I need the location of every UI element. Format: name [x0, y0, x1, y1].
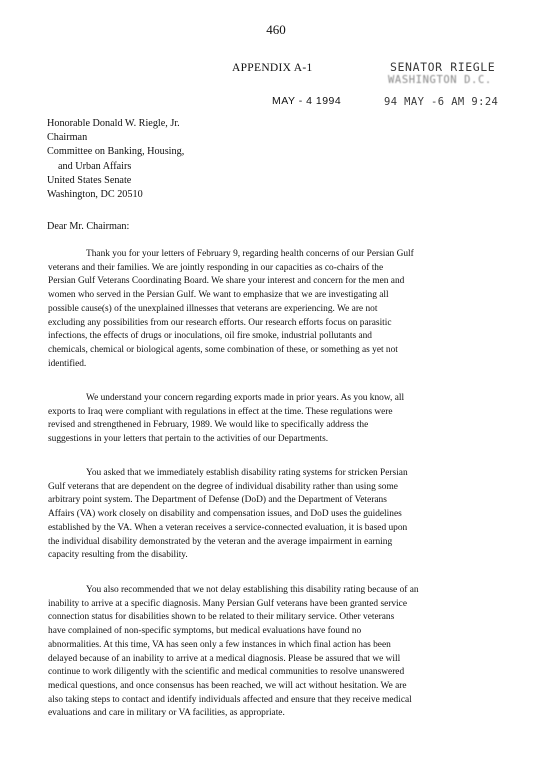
- paragraph-line: the individual disability demonstrated by the veteran and the average impairment in earning: [48, 536, 393, 547]
- paragraph-line: abnormalities. At this time, VA has seen only a few instances in which final action has been: [48, 639, 391, 650]
- paragraph-line: veterans and their families. We are jointly responding in our capacities as co-chairs of the: [48, 262, 384, 273]
- paragraph-line: continue to work diligently with the scientific and medical communities to resolve unanswered: [48, 667, 405, 678]
- recipient-city: Washington, DC 20510: [47, 189, 143, 201]
- stamp-line-2: WASHINGTON D.C.: [388, 74, 492, 86]
- paragraph-line: identified.: [48, 358, 87, 369]
- paragraph-line: exports to Iraq were compliant with regulations in effect at the time. These regulations were: [48, 406, 393, 417]
- received-stamp: [384, 60, 502, 118]
- paragraph-line: Persian Gulf Veterans Coordinating Board. We share your interest and concern for the men and: [48, 276, 405, 287]
- paragraph-line: Thank you for your letters of February 9, regarding health concerns of our Persian Gulf: [86, 249, 414, 259]
- body-paragraph-1: [48, 248, 514, 371]
- paragraph-line: You also recommended that we not delay establishing this disability rating because of an: [86, 585, 419, 595]
- page-number: 460: [266, 22, 286, 37]
- paragraph-line: medical questions, and once consensus has been reached, we will act without hesitation. We are: [48, 680, 407, 691]
- paragraph-line: capacity resulting from the disability.: [48, 550, 188, 561]
- letter-date: MAY - 4 1994: [272, 95, 342, 107]
- paragraph-line: Affairs (VA) work closely on disability and compensation issues, and DoD uses the guidelines: [48, 509, 402, 520]
- salutation: Dear Mr. Chairman:: [47, 221, 130, 232]
- paragraph-line: inability to arrive at a specific diagnosis. Many Persian Gulf veterans have been granted service: [48, 598, 407, 609]
- paragraph-line: suggestions in your letters that pertain to the activities of our Departments.: [48, 434, 329, 445]
- recipient-committee: Committee on Banking, Housing,: [47, 146, 185, 158]
- paragraph-line: also taking steps to contact and identify individuals affected and ensure that they receive medical: [48, 694, 412, 705]
- stamp-line-3: 94 MAY -6 AM 9:24: [384, 96, 499, 108]
- paragraph-line: connection status for disabilities shown to be related to their military service. Other veterans: [48, 612, 395, 623]
- paragraph-line: excluding any possibilities from our research efforts. Our research efforts focus on parasitic: [48, 317, 392, 328]
- paragraph-line: infections, the effects of drugs or inoculations, oil fire smoke, industrial pollutants and: [48, 331, 372, 342]
- paragraph-line: have complained of non-specific symptoms, but medical evaluations have found no: [48, 626, 362, 637]
- paragraph-line: possible cause(s) of the unexplained illnesses that veterans are experiencing. We are not: [48, 303, 378, 314]
- recipient-title: Chairman: [47, 132, 88, 144]
- paragraph-line: evaluations and care in military or VA facilities, as appropriate.: [48, 708, 285, 719]
- paragraph-line: chemicals, chemical or biological agents, some combination of these, or something as yet not: [48, 344, 398, 355]
- paragraph-line: arbitrary point system. The Department of Defense (DoD) and the Department of Veterans: [48, 495, 387, 506]
- stamp-line-1: SENATOR RIEGLE: [390, 60, 496, 74]
- paragraph-line: We understand your concern regarding exports made in prior years. As you know, all: [86, 393, 405, 403]
- recipient-address: [47, 117, 184, 202]
- appendix-label: APPENDIX A-1: [232, 62, 313, 74]
- paragraph-line: You asked that we immediately establish disability rating systems for stricken Persian: [86, 468, 408, 478]
- paragraph-line: revised and strengthened in February, 1989. We would like to specifically address the: [48, 420, 369, 431]
- paragraph-line: Gulf veterans that are dependent on the degree of individual disability rather than using some: [48, 481, 398, 492]
- recipient-senate: United States Senate: [47, 174, 132, 186]
- body-paragraph-4: [48, 584, 514, 721]
- body-paragraph-3: [48, 467, 514, 563]
- body-paragraph-2: [48, 392, 514, 447]
- recipient-committee-cont: and Urban Affairs: [58, 160, 132, 172]
- paragraph-line: delayed because of an inability to arrive at a medical diagnosis. Please be assured that we will: [48, 653, 401, 664]
- paragraph-line: women who served in the Persian Gulf. We want to emphasize that we are investigating all: [48, 290, 389, 301]
- recipient-name: Honorable Donald W. Riegle, Jr.: [47, 118, 180, 129]
- paragraph-line: established by the VA. When a veteran receives a service-connected evaluation, it is based upon: [48, 522, 408, 533]
